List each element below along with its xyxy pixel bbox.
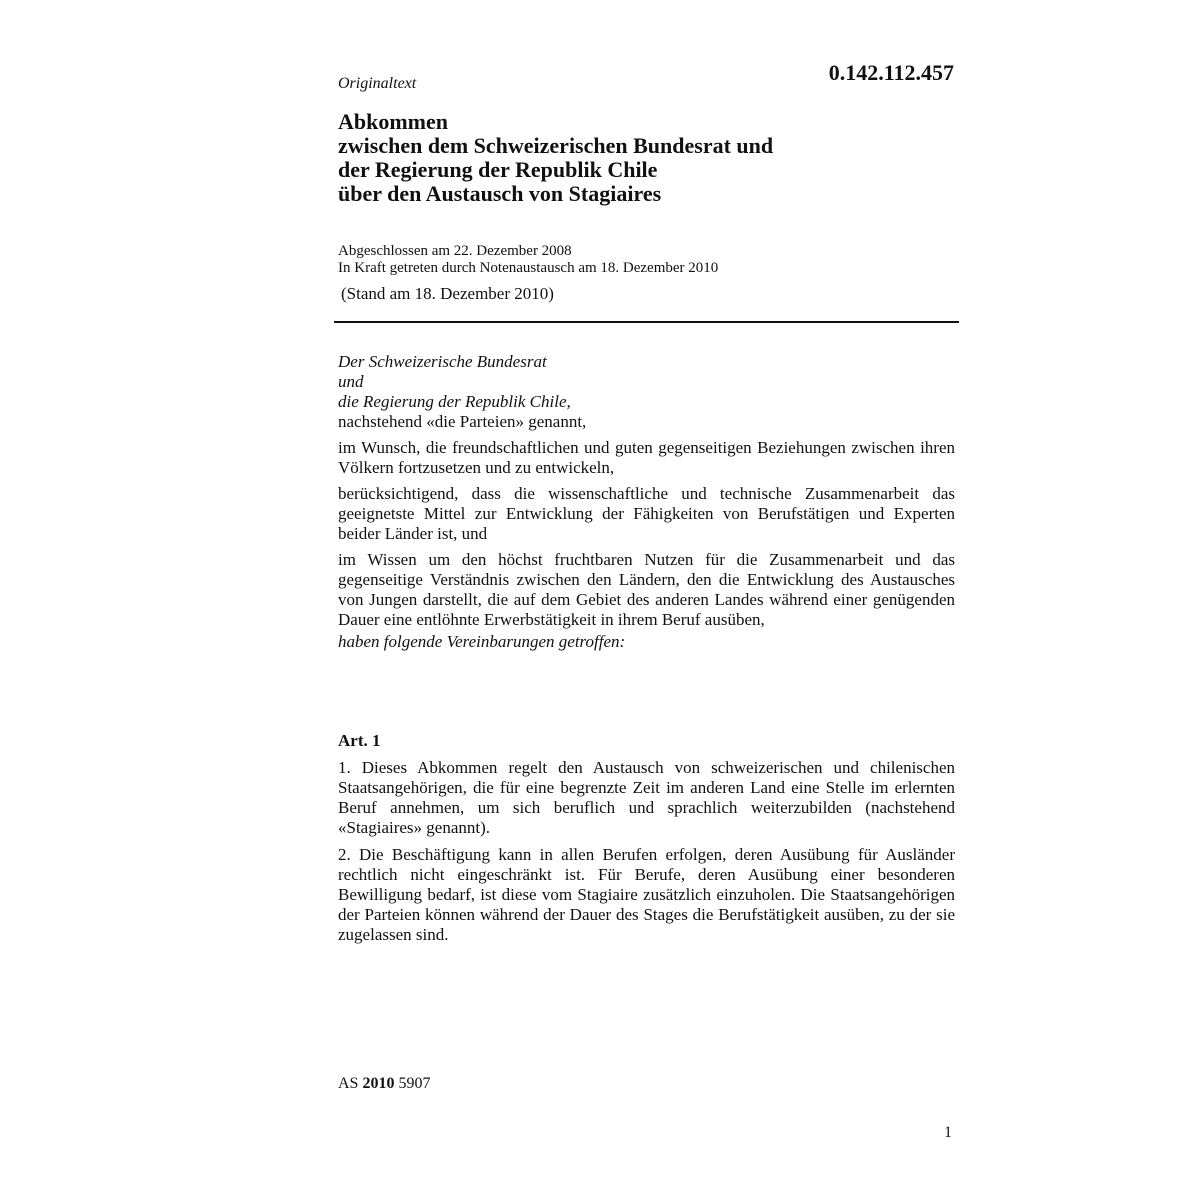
in-force-date: In Kraft getreten durch Notenaustausch am 18. Dezember 2010 [338,260,719,276]
as-prefix: AS [338,1075,359,1092]
document-meta [338,243,955,277]
article-paragraph: 1. Dieses Abkommen regelt den Austausch von schweizerischen und chilenischen Staatsangehörigen, die für eine begrenzte Zeit im anderen Land eine Stelle im erlernten Beruf annehmen, um sich beruflich und sprachlich weiterzubilden (nachstehend «Stagiaires» genannt). [338,758,955,837]
article-heading: Art. 1 [338,731,381,750]
sr-number: 0.142.112.457 [828,60,954,85]
official-collection-reference [338,1075,955,1093]
page-number: 1 [944,1124,952,1141]
originaltext-label: Originaltext [338,75,417,92]
status-date: (Stand am 18. Dezember 2010) [341,284,554,303]
preamble-paragraph: im Wunsch, die freundschaftlichen und guten gegenseitigen Beziehungen zwischen ihren Völkern fortzusetzen und zu entwickeln, [338,438,955,477]
party-two: die Regierung der Republik Chile, [338,392,571,411]
party-and: und [338,372,364,391]
document-title [338,110,955,206]
title-line: der Regierung der Republik Chile [338,157,658,182]
title-line: Abkommen [338,109,449,134]
as-year: 2010 [362,1075,395,1092]
concluded-date: Abgeschlossen am 22. Dezember 2008 [338,243,572,259]
title-line: zwischen dem Schweizerischen Bundesrat und [338,133,774,158]
preamble-paragraph: berücksichtigend, dass die wissenschaftliche und technische Zusammenarbeit das geeignetste Mittel zur Entwicklung der Fähigkeiten von Berufstätigen und Experten beider Länder ist, und [338,484,955,543]
preamble-paragraph: im Wissen um den höchst fruchtbaren Nutzen für die Zusammenarbeit und das gegenseitige Verständnis zwischen den Ländern, den die Entwicklung des Austausches von Jungen darstellt, die auf dem Gebiet des anderen Landes während einer genügenden Dauer eine entlöhnte Erwerbstätigkeit in ihrem Beruf ausüben, [338,550,955,629]
preamble-conclusion: haben folgende Vereinbarungen getroffen: [338,632,626,651]
header-divider [334,321,959,323]
article-body [338,758,955,952]
title-line: über den Austausch von Stagiaires [338,181,662,206]
preamble [338,352,955,658]
as-page: 5907 [398,1075,431,1092]
party-one: Der Schweizerische Bundesrat [338,352,547,371]
parties-designation: nachstehend «die Parteien» genannt, [338,412,587,431]
article-paragraph: 2. Die Beschäftigung kann in allen Berufen erfolgen, deren Ausübung für Ausländer rechtlich nicht eingeschränkt ist. Für Berufe, deren Ausübung einer besonderen Bewilligung bedarf, ist diese vom Stagiaire zusätzlich einzuholen. Die Staatsangehörigen der Parteien können während der Dauer des Stages die Berufstätigkeit ausüben, zu der sie zugelassen sind. [338,845,955,944]
